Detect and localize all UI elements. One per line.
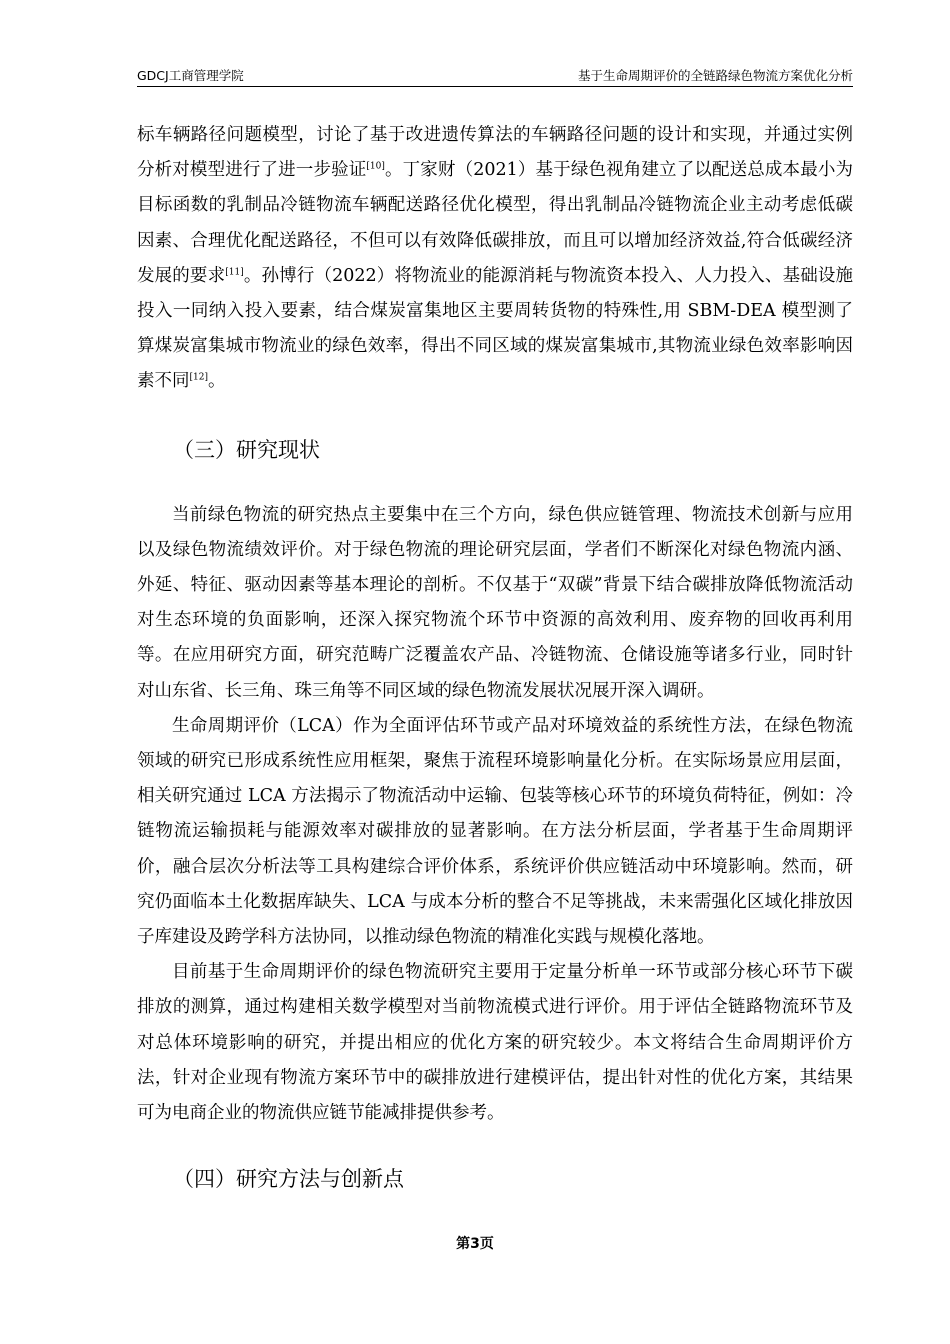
section-heading-methods: （四）研究方法与创新点 — [173, 1167, 404, 1192]
paragraph-text: 标车辆路径问题模型，讨论了基于改进遗传算法的车辆路径问题的设计和实现，并通过实例分析对模型进行了进一步验证 — [137, 125, 853, 181]
citation-10: [10] — [366, 161, 385, 172]
section-heading-research-status: （三）研究现状 — [173, 437, 320, 462]
paragraph-current-research: 目前基于生命周期评价的绿色物流研究主要用于定量分析单一环节或部分核心环节下碳排放的测算，通过构建相关数学模型对当前物流模式进行评价。用于评估全链路物流环节及对总体环境影响的研究，并提出相应的优化方案的研究较少。本文将结合生命周期评价方法，针对企业现有物流方案环节中的碳排放进行建模评估，提出针对性的优化方案，其结果可为电商企业的物流供应链节能减排提供参考。 — [137, 962, 853, 1124]
page-number: 第3页 — [456, 1236, 494, 1252]
citation-11: [11] — [225, 267, 244, 278]
header-institution: GDCJ工商管理学院 — [137, 68, 244, 83]
paragraph-text: 。丁家财（2021）基于绿色视角建立了以配送总成本最小为目标函数的乳制品冷链物流车辆配送路径优化模型，得出乳制品冷链物流企业主动考虑低碳因素、合理优化配送路径，不但可以有效降低碳排放，而且可以增加经济效益,符合低碳经济发展的要求 — [137, 160, 853, 286]
page-header — [137, 66, 853, 87]
header-paper-title: 基于生命周期评价的全链路绿色物流方案优化分析 — [577, 68, 853, 83]
paragraph-text: 。 — [207, 371, 226, 392]
paragraph-text: 。孙博行（2022）将物流业的能源消耗与物流资本投入、人力投入、基础设施投入一同纳入投入要素，结合煤炭富集地区主要周转货物的特殊性,用 SBM-DEA 模型测了算煤炭富集城市物流业的绿色效率，得出不同区域的煤炭富集城市,其物流业绿色效率影响因素不同 — [137, 265, 854, 392]
page-body — [137, 118, 853, 1193]
paragraph-lca: 生命周期评价（LCA）作为全面评估环节或产品对环境效益的系统性方法，在绿色物流领域的研究已形成系统性应用框架，聚焦于流程环境影响量化分析。在实际场景应用层面，相关研究通过 LCA 方法揭示了物流活动中运输、包装等核心环节的环境负荷特征，例如：冷链物流运输损耗与能源效率对碳排放的显著影响。在方法分析层面，学者基于生命周期评价，融合层次分析法等工具构建综合评价体系，系统评价供应链活动中环境影响。然而，研究仍面临本土化数据库缺失、LCA 与成本分析的整合不足等挑战，未来需强化区域化排放因子库建设及跨学科方法协同，以推动绿色物流的精准化实践与规模化落地。 — [137, 715, 853, 948]
paragraph-literature-review — [137, 118, 853, 400]
paragraph-research-hotspots: 当前绿色物流的研究热点主要集中在三个方向，绿色供应链管理、物流技术创新与应用以及绿色物流绩效评价。对于绿色物流的理论研究层面，学者们不断深化对绿色物流内涵、外延、特征、驱动因素等基本理论的剖析。不仅基于“双碳”背景下结合碳排放降低物流活动对生态环境的负面影响，还深入探究物流个环节中资源的高效利用、废弃物的回收再利用等。在应用研究方面，研究范畴广泛覆盖农产品、冷链物流、仓储设施等诸多行业，同时针对山东省、长三角、珠三角等不同区域的绿色物流发展状况展开深入调研。 — [137, 504, 853, 701]
citation-12: [12] — [189, 373, 208, 384]
